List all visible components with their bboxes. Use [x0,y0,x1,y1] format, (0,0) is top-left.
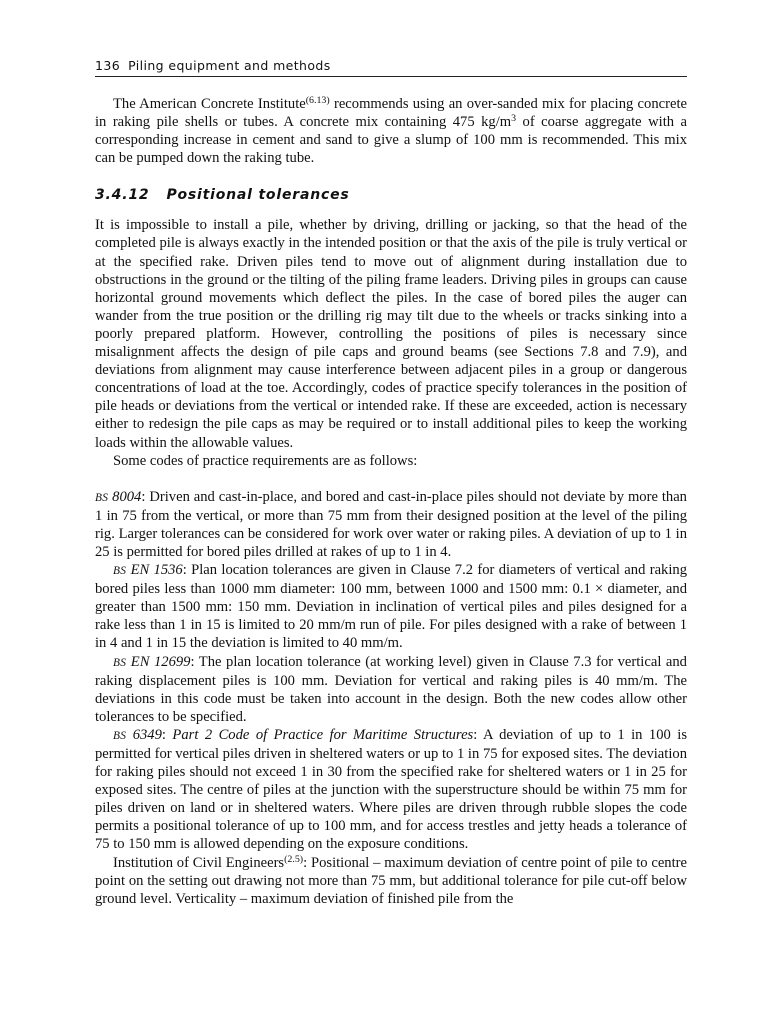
section-heading [95,185,687,205]
running-title: Piling equipment and methods [128,58,331,73]
paragraph-gap [95,470,687,488]
code-bsen12699: BS EN 12699: The plan location tolerance (at working level) given in Clause 7.3 for vertical and raking displacement piles is 100 mm. Deviation for vertical and raking piles is 40 mm/m. The deviations in this code must be taken into account in the design. Both the new codes allow other tolerances to be specified. [95,653,687,725]
page [95,56,687,908]
section-paragraph-1: It is impossible to install a pile, whether by driving, drilling or jacking, so that the head of the completed pile is always exactly in the intended position or that the axis of the pile is truly vertical or at the specified rake. Driven piles tend to move out of alignment during installation due to obstructions in the ground or the tilting of the piling frame leaders. Driving piles in groups can cause horizontal ground movements which deflect the piles. In the case of bored piles the auger can wander from the true position or the drilling rig may tilt due to the wheels or tracks sinking into a poorly prepared platform. However, controlling the positions of piles is necessary since misalignment affects the design of pile caps and ground beams (see Sections 7.8 and 7.9), and deviations from alignment may cause interference between adjacent piles in a group or dangerous concentrations of load at the toe. Accordingly, codes of practice specify tolerances in the position of pile heads or deviations from the vertical or intended rake. If these are exceeded, action is necessary either to redesign the pile caps as may be required or to install additional piles to keep the working loads within the allowable values. [95,217,687,451]
intro-text-b: recommends using an over-sanded mix for placing concrete in raking pile shells or tubes. A concrete mix containing 475 kg/m [95,96,687,131]
intro-citation: (6.13) [305,95,330,107]
page-number: 136 [95,58,121,73]
code-label-bsen12699: BS EN 12699 [113,653,191,670]
section-paragraph-2: Some codes of practice requirements are as follows: [113,452,418,469]
code-label-bs6349: BS 6349 [113,726,162,743]
body-text [95,95,687,908]
code-bs6349: BS 6349: Part 2 Code of Practice for Maritime Structures: A deviation of up to 1 in 100 is permitted for vertical piles driven in sheltered waters or up to 1 in 75 for exposed sites. The deviation for raking piles should not exceed 1 in 30 from the specified rake for sheltered waters or 1 in 25 for exposed sites. The centre of piles at the junction with the superstructure should be within 75 mm for piles driven on land or in sheltered waters. Where piles are driven through rubble slopes the code permits a positional tolerance of up to 100 mm, and for access trestles and jetty heads a tolerance of 75 to 150 mm is allowed depending on the exposure conditions. [95,726,687,853]
section-number: 3.4.12 [95,187,150,204]
intro-paragraph [95,95,687,167]
ice-citation: (2.5) [284,853,304,865]
section-title: Positional tolerances [166,187,350,204]
code-bsen1536: BS EN 1536: Plan location tolerances are given in Clause 7.2 for diameters of vertical and raking bored piles less than 1000 mm diameter: 100 mm, between 1000 and 1500 mm: 0.1 × diameter, and greater than 1500 mm: 150 mm. Deviation in inclination of vertical piles and piles designed for a rake less than 1 in 15 is limited to 20 mm/m run of pile. For piles designed with a rake of between 1 in 4 and 1 in 15 the deviation is limited to 40 mm/m. [95,562,687,652]
ice-name: Institution of Civil Engineers [113,854,285,871]
code-ice: Institution of Civil Engineers$^{(2.5)}$: Positional – maximum deviation of centre point of pile to centre point on the setting out drawing not more than 75 mm, but additional tolerance for pile cut-off below ground level. Verticality – maximum deviation of finished pile from the [95,853,687,907]
intro-text-a: The American Concrete Institute [113,96,306,112]
code-bs8004: BS 8004: Driven and cast-in-place, and bored and cast-in-place piles should not deviate by more than 1 in 75 from the vertical, or more than 75 mm from their designed position at the level of the piling rig. Larger tolerances can be considered for work over water or raking piles. A deviation of up to 1 in 25 is permitted for bored piles drilled at rakes of up to 1 in 4. [95,488,687,560]
running-header [95,56,687,77]
code-label-bsen1536: BS EN 1536 [113,562,183,579]
intro-text-c: of coarse aggregate with a corresponding increase in cement and sand to give a slump of 100 mm is recommended. This mix can be pumped down the raking tube. [95,114,688,167]
code-label-bs8004: BS 8004 [95,488,142,505]
intro-superscript: 3 [511,113,517,125]
code-subtitle-bs6349: Part 2 Code of Practice for Maritime Structures [172,726,474,743]
